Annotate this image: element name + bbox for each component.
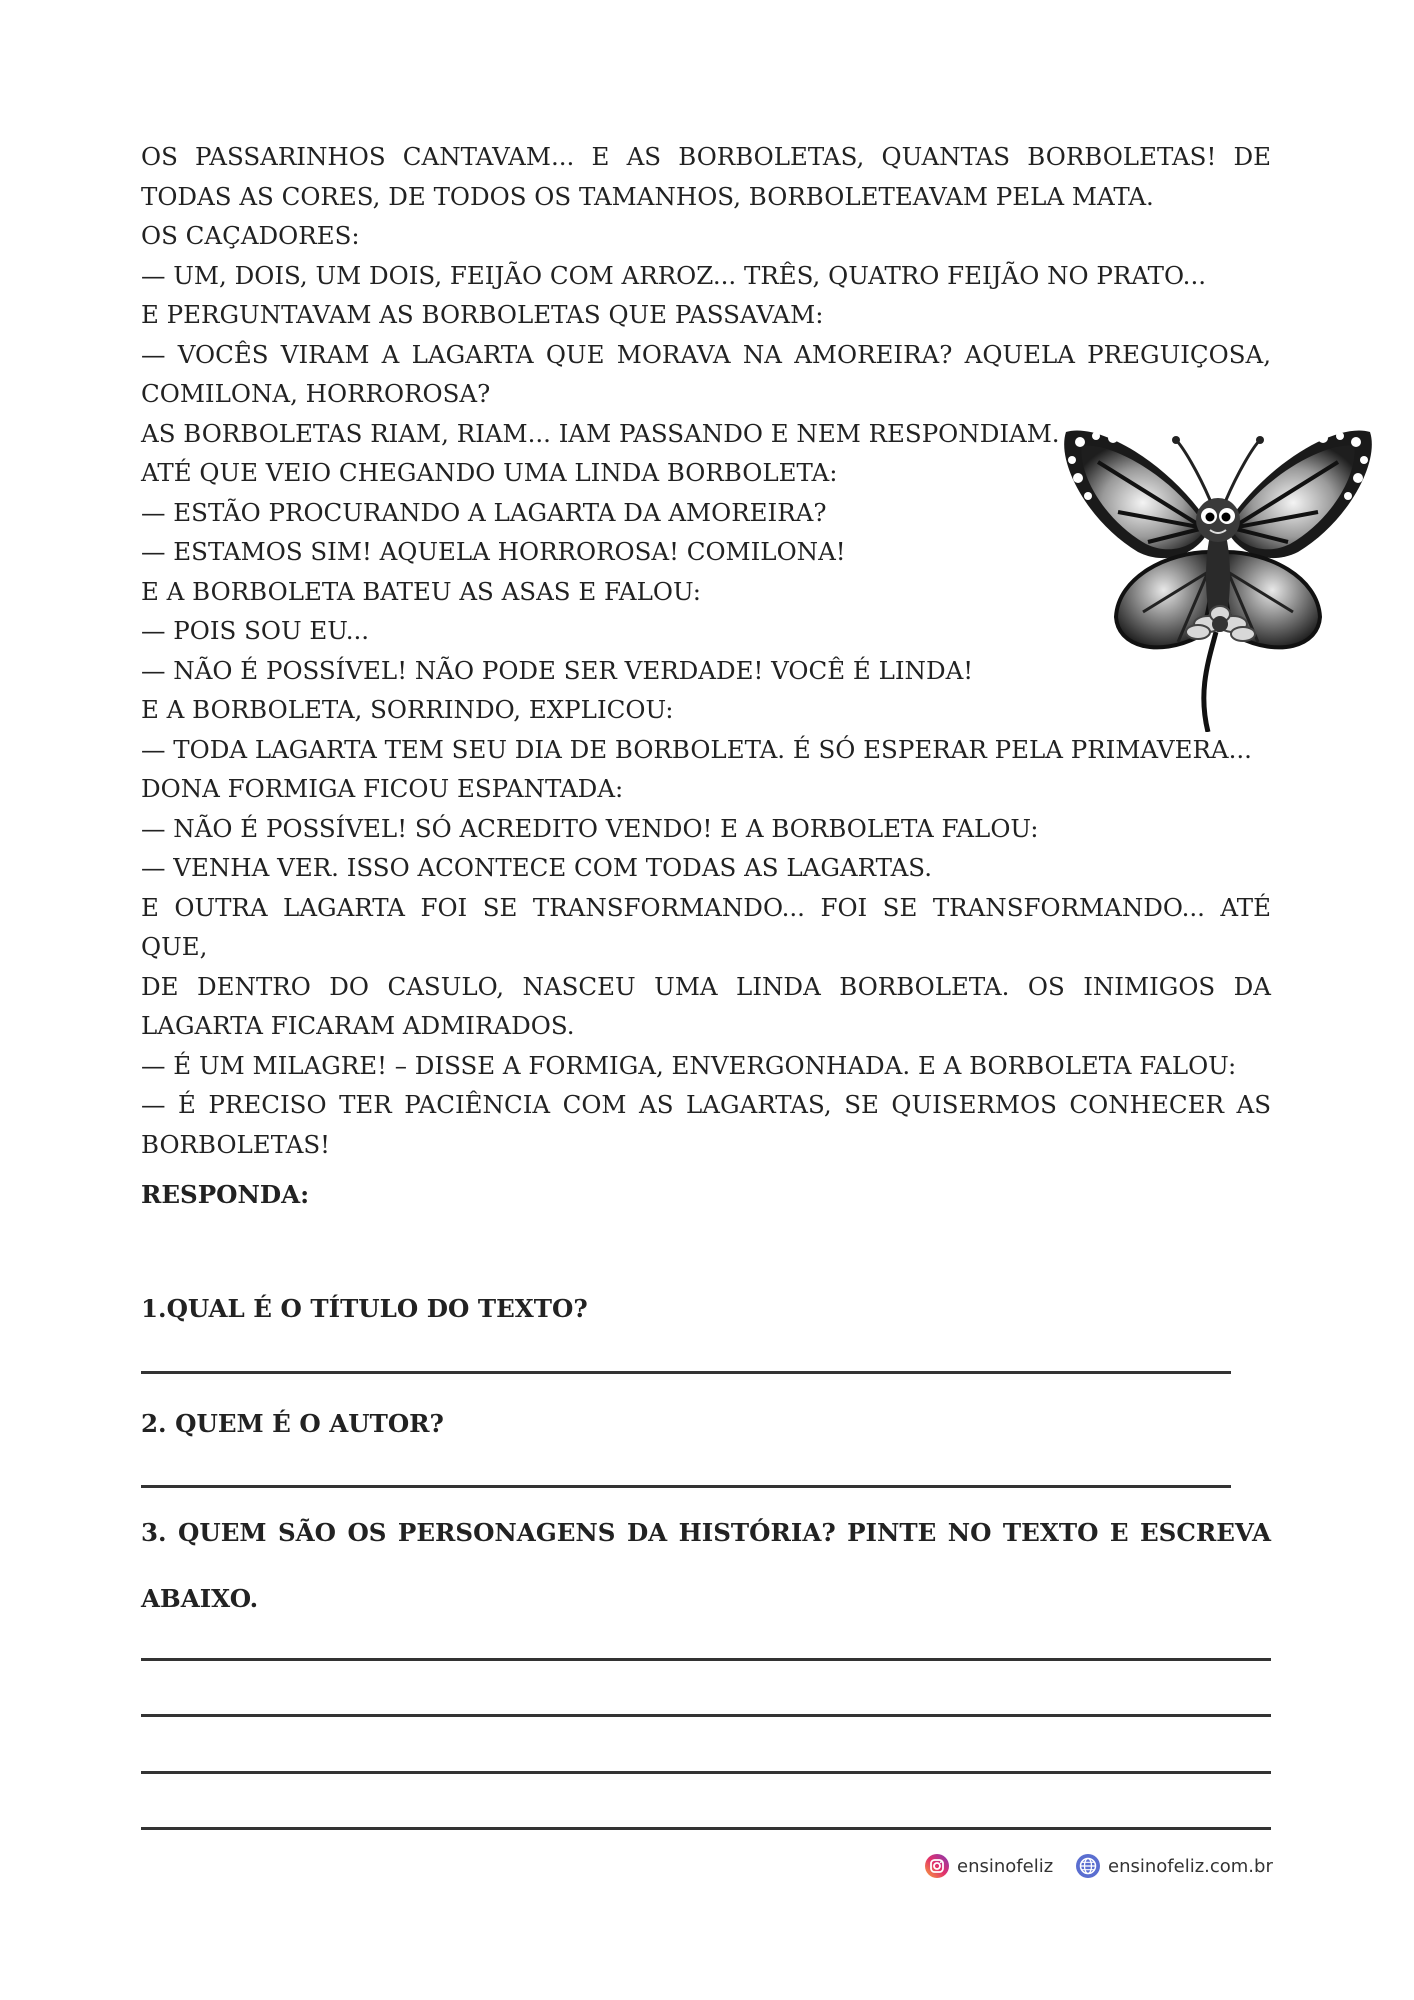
story-line: — É PRECISO TER PACIÊNCIA COM AS LAGARTAS, SE QUISERMOS CONHECER AS bbox=[141, 1090, 1271, 1119]
footer-website[interactable] bbox=[1076, 1851, 1273, 1881]
story-line: OS CAÇADORES: bbox=[141, 221, 360, 250]
story-line: DE DENTRO DO CASULO, NASCEU UMA LINDA BORBOLETA. OS INIMIGOS DA bbox=[141, 971, 1271, 1001]
question-3 bbox=[141, 1500, 1271, 1632]
story-line: E PERGUNTAVAM AS BORBOLETAS QUE PASSAVAM: bbox=[141, 300, 824, 329]
answer-line[interactable] bbox=[141, 1371, 1231, 1374]
story-line: — É UM MILAGRE! – DISSE A FORMIGA, ENVERGONHADA. E A BORBOLETA FALOU: bbox=[141, 1050, 1237, 1080]
story-line: AS BORBOLETAS RIAM, RIAM... IAM PASSANDO E NEM RESPONDIAM. bbox=[141, 418, 1060, 448]
answer-line[interactable] bbox=[141, 1485, 1231, 1488]
story-line: E OUTRA LAGARTA FOI SE TRANSFORMANDO... FOI SE TRANSFORMANDO... ATÉ QUE, bbox=[141, 892, 1271, 961]
story-line: — POIS SOU EU... bbox=[141, 616, 370, 645]
answer-line[interactable] bbox=[141, 1658, 1271, 1661]
story-line: E A BORBOLETA, SORRINDO, EXPLICOU: bbox=[141, 695, 674, 724]
story-line: — NÃO É POSSÍVEL! NÃO PODE SER VERDADE! VOCÊ É LINDA! bbox=[141, 655, 974, 685]
story-line: COMILONA, HORROROSA? bbox=[141, 379, 491, 408]
story-line: DONA FORMIGA FICOU ESPANTADA: bbox=[141, 774, 624, 803]
story-line: — ESTAMOS SIM! AQUELA HORROROSA! COMILONA! bbox=[141, 537, 846, 566]
story-line: LAGARTA FICARAM ADMIRADOS. bbox=[141, 1011, 575, 1040]
answer-line[interactable] bbox=[141, 1714, 1271, 1717]
story-line: — NÃO É POSSÍVEL! SÓ ACREDITO VENDO! E A BORBOLETA FALOU: bbox=[141, 813, 1039, 843]
responda-heading: RESPONDA: bbox=[141, 1180, 310, 1209]
website-link: ensinofeliz.com.br bbox=[1108, 1855, 1273, 1877]
story-line: — VENHA VER. ISSO ACONTECE COM TODAS AS LAGARTAS. bbox=[141, 853, 932, 882]
question-1: 1.QUAL É O TÍTULO DO TEXTO? bbox=[141, 1294, 588, 1323]
question-3-line: 3. QUEM SÃO OS PERSONAGENS DA HISTÓRIA? PINTE NO TEXTO E ESCREVA bbox=[141, 1518, 1271, 1547]
story-line: — UM, DOIS, UM DOIS, FEIJÃO COM ARROZ... TRÊS, QUATRO FEIJÃO NO PRATO... bbox=[141, 260, 1207, 290]
story-line: E A BORBOLETA BATEU AS ASAS E FALOU: bbox=[141, 576, 701, 606]
story-line: TODAS AS CORES, DE TODOS OS TAMANHOS, BORBOLETEAVAM PELA MATA. bbox=[141, 181, 1154, 211]
story-line: — ESTÃO PROCURANDO A LAGARTA DA AMOREIRA? bbox=[141, 497, 827, 527]
footer-instagram[interactable] bbox=[925, 1851, 1053, 1881]
question-2: 2. QUEM É O AUTOR? bbox=[141, 1409, 444, 1438]
globe-icon bbox=[1076, 1854, 1100, 1878]
answer-line[interactable] bbox=[141, 1771, 1271, 1774]
instagram-icon bbox=[925, 1854, 949, 1878]
story-line: OS PASSARINHOS CANTAVAM... E AS BORBOLETAS, QUANTAS BORBOLETAS! DE bbox=[141, 142, 1271, 171]
story-line: ATÉ QUE VEIO CHEGANDO UMA LINDA BORBOLETA: bbox=[141, 458, 838, 487]
answer-line[interactable] bbox=[141, 1827, 1271, 1830]
story-line: — VOCÊS VIRAM A LAGARTA QUE MORAVA NA AMOREIRA? AQUELA PREGUIÇOSA, bbox=[141, 339, 1271, 369]
story-line: BORBOLETAS! bbox=[141, 1129, 331, 1159]
butterfly-illustration bbox=[1058, 402, 1378, 732]
instagram-handle: ensinofeliz bbox=[957, 1855, 1054, 1877]
story-line: — TODA LAGARTA TEM SEU DIA DE BORBOLETA. É SÓ ESPERAR PELA PRIMAVERA... bbox=[141, 734, 1252, 764]
question-3-line: ABAIXO. bbox=[141, 1584, 259, 1613]
